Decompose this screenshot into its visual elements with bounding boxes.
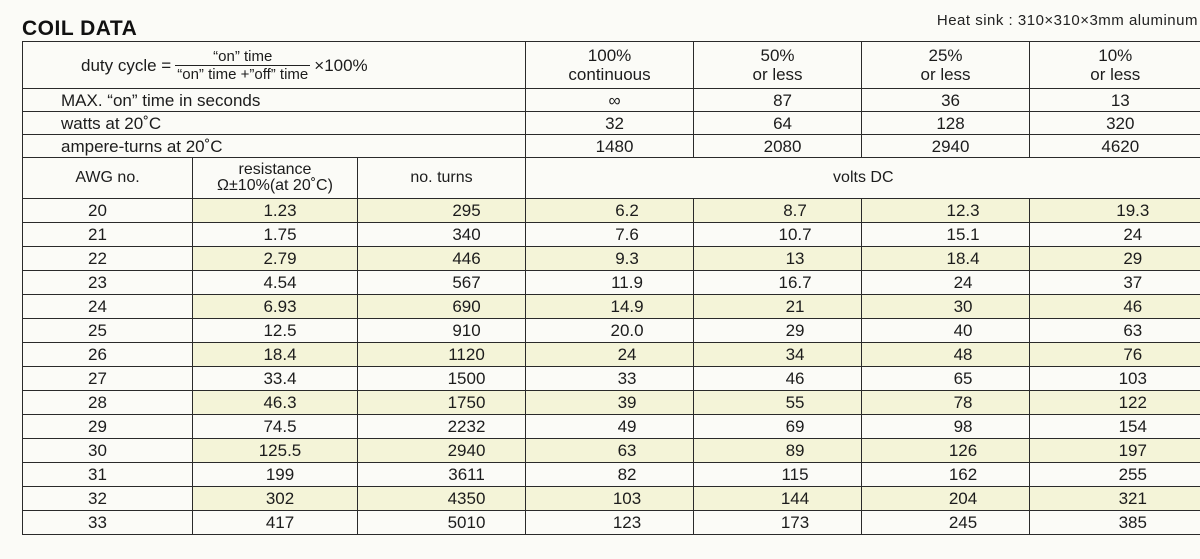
- awg-cell: 30: [23, 439, 193, 463]
- resistance-cell: 12.5: [193, 319, 358, 343]
- coil-data-table: [22, 41, 1200, 535]
- page-title: COIL DATA: [22, 17, 138, 40]
- volts-25-cell: 126: [862, 439, 1030, 463]
- spec-value: 2940: [862, 135, 1030, 158]
- volts-25-cell: 40: [862, 319, 1030, 343]
- spec-value: 87: [694, 89, 862, 112]
- volts-100-cell: 9.3: [526, 247, 694, 271]
- volts-10-cell: 76: [1030, 343, 1200, 367]
- spec-label: MAX. “on” time in seconds: [23, 89, 526, 112]
- volts-50-cell: 55: [694, 391, 862, 415]
- duty-header-line1: 10%: [1098, 46, 1133, 65]
- volts-100-cell: 123: [526, 511, 694, 535]
- duty-prefix: duty cycle =: [81, 55, 172, 75]
- turns-cell: 340: [358, 223, 526, 247]
- duty-fraction: [175, 49, 310, 82]
- table-row: [23, 511, 1200, 535]
- spec-label: watts at 20˚C: [23, 112, 526, 135]
- volts-25-cell: 24: [862, 271, 1030, 295]
- spec-value: 4620: [1030, 135, 1200, 158]
- volts-10-cell: 29: [1030, 247, 1200, 271]
- volts-25-cell: 245: [862, 511, 1030, 535]
- spec-value: 36: [862, 89, 1030, 112]
- resistance-cell: 2.79: [193, 247, 358, 271]
- volts-10-cell: 154: [1030, 415, 1200, 439]
- volts-10-cell: 24: [1030, 223, 1200, 247]
- volts-100-cell: 63: [526, 439, 694, 463]
- volts-25-cell: 162: [862, 463, 1030, 487]
- spec-value: 13: [1030, 89, 1200, 112]
- spec-value: 1480: [526, 135, 694, 158]
- volts-50-cell: 10.7: [694, 223, 862, 247]
- turns-cell: 1120: [358, 343, 526, 367]
- table-row: [23, 415, 1200, 439]
- duty-header-line1: 50%: [760, 46, 795, 65]
- volts-10-cell: 37: [1030, 271, 1200, 295]
- awg-cell: 24: [23, 295, 193, 319]
- turns-cell: 910: [358, 319, 526, 343]
- volts-100-cell: 24: [526, 343, 694, 367]
- volts-10-cell: 197: [1030, 439, 1200, 463]
- resistance-cell: 125.5: [193, 439, 358, 463]
- volts-100-cell: 14.9: [526, 295, 694, 319]
- duty-denominator: “on” time +”off” time: [177, 65, 309, 83]
- table-row: [23, 295, 1200, 319]
- volts-100-cell: 49: [526, 415, 694, 439]
- spec-value: 64: [694, 112, 862, 135]
- table-row: [23, 319, 1200, 343]
- turns-cell: 1500: [358, 367, 526, 391]
- volts-50-cell: 69: [694, 415, 862, 439]
- table-row: [23, 199, 1200, 223]
- duty-cycle-formula: [23, 42, 526, 89]
- resistance-cell: 417: [193, 511, 358, 535]
- awg-cell: 20: [23, 199, 193, 223]
- turns-cell: 3611: [358, 463, 526, 487]
- duty-header-line1: 100%: [587, 46, 632, 65]
- spec-value: 320: [1030, 112, 1200, 135]
- volts-100-cell: 20.0: [526, 319, 694, 343]
- volts-25-cell: 15.1: [862, 223, 1030, 247]
- resistance-cell: 302: [193, 487, 358, 511]
- spec-row-watts: [23, 112, 1200, 135]
- table-row: [23, 367, 1200, 391]
- awg-cell: 27: [23, 367, 193, 391]
- turns-cell: 4350: [358, 487, 526, 511]
- resistance-cell: 1.23: [193, 199, 358, 223]
- turns-cell: 5010: [358, 511, 526, 535]
- volts-25-cell: 12.3: [862, 199, 1030, 223]
- spec-row-ampere-turns: [23, 135, 1200, 158]
- volts-10-cell: 385: [1030, 511, 1200, 535]
- resistance-cell: 6.93: [193, 295, 358, 319]
- table-row: [23, 439, 1200, 463]
- volts-25-cell: 30: [862, 295, 1030, 319]
- duty-header-100: [526, 42, 694, 89]
- volts-10-cell: 103: [1030, 367, 1200, 391]
- turns-cell: 690: [358, 295, 526, 319]
- volts-10-cell: 122: [1030, 391, 1200, 415]
- turns-cell: 1750: [358, 391, 526, 415]
- duty-header-line2: or less: [1090, 65, 1141, 84]
- volts-10-cell: 321: [1030, 487, 1200, 511]
- table-row: [23, 343, 1200, 367]
- volts-50-cell: 173: [694, 511, 862, 535]
- table-row: [23, 271, 1200, 295]
- volts-25-cell: 48: [862, 343, 1030, 367]
- turns-cell: 567: [358, 271, 526, 295]
- awg-cell: 28: [23, 391, 193, 415]
- volts-25-cell: 65: [862, 367, 1030, 391]
- resistance-header-line1: resistance: [238, 161, 312, 178]
- spec-row-max-on-time: [23, 89, 1200, 112]
- volts-100-cell: 39: [526, 391, 694, 415]
- volts-50-cell: 29: [694, 319, 862, 343]
- duty-header-line2: or less: [920, 65, 971, 84]
- awg-cell: 26: [23, 343, 193, 367]
- volts-100-cell: 6.2: [526, 199, 694, 223]
- volts-50-cell: 89: [694, 439, 862, 463]
- volts-25-cell: 204: [862, 487, 1030, 511]
- turns-cell: 295: [358, 199, 526, 223]
- duty-cycle-row: [23, 42, 1200, 89]
- awg-header: AWG no.: [23, 158, 193, 199]
- turns-cell: 446: [358, 247, 526, 271]
- spec-value: 2080: [694, 135, 862, 158]
- duty-header-50: [694, 42, 862, 89]
- resistance-cell: 199: [193, 463, 358, 487]
- awg-cell: 23: [23, 271, 193, 295]
- resistance-cell: 46.3: [193, 391, 358, 415]
- volts-50-cell: 34: [694, 343, 862, 367]
- volts-50-cell: 144: [694, 487, 862, 511]
- heat-sink-note: Heat sink : 310×310×3mm aluminum: [936, 12, 1198, 29]
- spec-value: ∞: [526, 89, 694, 112]
- volts-100-cell: 7.6: [526, 223, 694, 247]
- table-row: [23, 487, 1200, 511]
- volts-100-cell: 11.9: [526, 271, 694, 295]
- turns-cell: 2940: [358, 439, 526, 463]
- volts-100-cell: 33: [526, 367, 694, 391]
- volts-10-cell: 19.3: [1030, 199, 1200, 223]
- volts-50-cell: 46: [694, 367, 862, 391]
- volts-50-cell: 16.7: [694, 271, 862, 295]
- volts-10-cell: 255: [1030, 463, 1200, 487]
- volts-50-cell: 115: [694, 463, 862, 487]
- awg-cell: 21: [23, 223, 193, 247]
- volts-25-cell: 78: [862, 391, 1030, 415]
- column-header-row: [23, 158, 1200, 199]
- turns-header: no. turns: [358, 158, 526, 199]
- volts-dc-header: volts DC: [526, 158, 1200, 199]
- table-row: [23, 247, 1200, 271]
- duty-suffix: ×100%: [314, 55, 368, 75]
- resistance-cell: 1.75: [193, 223, 358, 247]
- volts-50-cell: 13: [694, 247, 862, 271]
- table-row: [23, 463, 1200, 487]
- volts-50-cell: 8.7: [694, 199, 862, 223]
- spec-value: 32: [526, 112, 694, 135]
- duty-header-10: [1030, 42, 1200, 89]
- volts-25-cell: 98: [862, 415, 1030, 439]
- resistance-header-line2: Ω±10%(at 20˚C): [217, 177, 333, 194]
- awg-cell: 25: [23, 319, 193, 343]
- awg-cell: 22: [23, 247, 193, 271]
- awg-cell: 32: [23, 487, 193, 511]
- awg-cell: 29: [23, 415, 193, 439]
- resistance-cell: 18.4: [193, 343, 358, 367]
- duty-header-line1: 25%: [928, 46, 963, 65]
- volts-50-cell: 21: [694, 295, 862, 319]
- volts-10-cell: 63: [1030, 319, 1200, 343]
- table-row: [23, 223, 1200, 247]
- table-row: [23, 391, 1200, 415]
- resistance-cell: 4.54: [193, 271, 358, 295]
- resistance-cell: 33.4: [193, 367, 358, 391]
- volts-10-cell: 46: [1030, 295, 1200, 319]
- duty-header-25: [862, 42, 1030, 89]
- turns-cell: 2232: [358, 415, 526, 439]
- spec-label: ampere-turns at 20˚C: [23, 135, 526, 158]
- duty-header-line2: or less: [752, 65, 803, 84]
- volts-100-cell: 82: [526, 463, 694, 487]
- duty-numerator: “on” time: [213, 47, 273, 65]
- resistance-cell: 74.5: [193, 415, 358, 439]
- volts-25-cell: 18.4: [862, 247, 1030, 271]
- awg-cell: 31: [23, 463, 193, 487]
- volts-100-cell: 103: [526, 487, 694, 511]
- duty-header-line2: continuous: [568, 65, 651, 84]
- spec-value: 128: [862, 112, 1030, 135]
- awg-cell: 33: [23, 511, 193, 535]
- resistance-header: [193, 158, 358, 199]
